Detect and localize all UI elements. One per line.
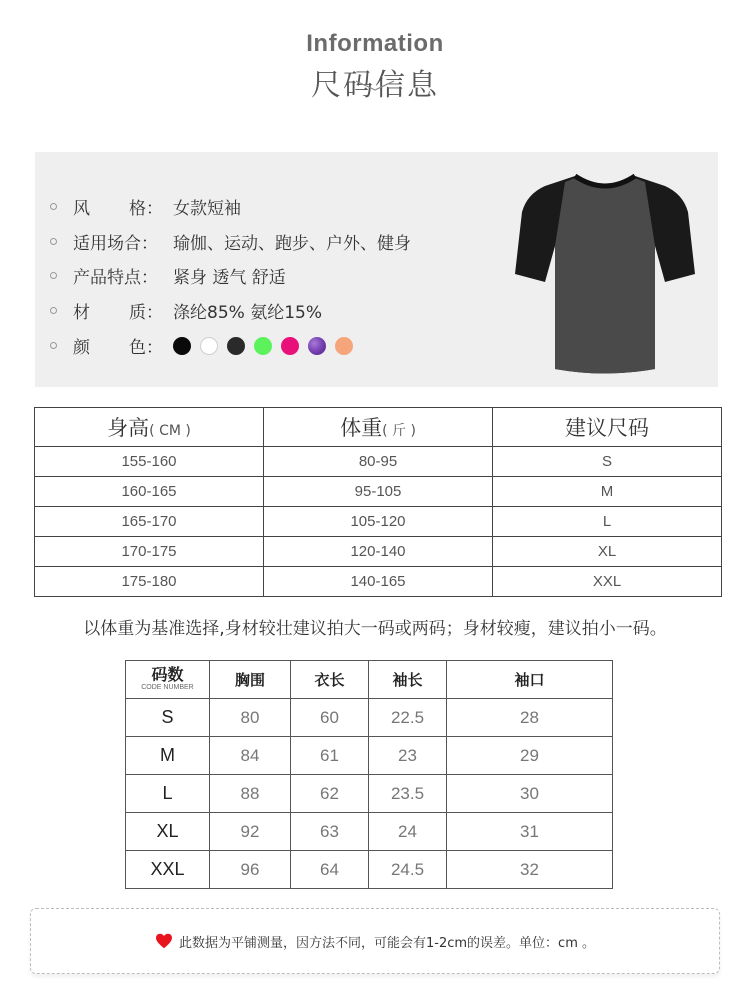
cell-sleeve: 24 <box>369 813 447 851</box>
column-header-length: 衣长 <box>291 661 369 699</box>
cell-weight: 140-165 <box>264 567 493 597</box>
cell-weight: 120-140 <box>264 537 493 567</box>
shirt-image <box>505 164 705 379</box>
table-header-row <box>126 661 613 699</box>
cell-weight: 105-120 <box>264 507 493 537</box>
cell-cuff: 29 <box>447 737 613 775</box>
cell-sleeve: 22.5 <box>369 699 447 737</box>
cell-chest: 84 <box>210 737 291 775</box>
cell-size: L <box>126 775 210 813</box>
cell-size: L <box>493 507 722 537</box>
cell-cuff: 28 <box>447 699 613 737</box>
color-swatch <box>281 337 299 355</box>
info-value: 涤纶85% 氨纶15% <box>173 303 322 323</box>
color-swatch <box>173 337 191 355</box>
cell-height: 155-160 <box>35 447 264 477</box>
cell-chest: 88 <box>210 775 291 813</box>
title-en: Information <box>306 30 444 57</box>
info-label: 产品特点： <box>73 268 158 288</box>
info-label: 颜 色： <box>73 338 163 358</box>
cell-weight: 95-105 <box>264 477 493 507</box>
bullet-icon <box>50 307 57 314</box>
cell-sleeve: 23 <box>369 737 447 775</box>
cell-height: 160-165 <box>35 477 264 507</box>
table-row <box>126 699 613 737</box>
cell-size: M <box>126 737 210 775</box>
table-header-row <box>35 408 722 447</box>
cell-height: 165-170 <box>35 507 264 537</box>
column-header-size: 建议尺码 <box>493 408 722 447</box>
info-value: 瑜伽、运动、跑步、户外、健身 <box>173 234 411 254</box>
info-row-style <box>50 194 241 219</box>
cell-size: S <box>126 699 210 737</box>
table-row <box>35 477 722 507</box>
cell-cuff: 30 <box>447 775 613 813</box>
color-swatches <box>173 337 362 355</box>
bullet-icon <box>50 203 57 210</box>
cell-sleeve: 23.5 <box>369 775 447 813</box>
cell-size: XL <box>126 813 210 851</box>
cell-height: 175-180 <box>35 567 264 597</box>
info-label: 适用场合： <box>73 234 158 254</box>
table-row <box>126 775 613 813</box>
cell-size: XXL <box>126 851 210 889</box>
table-row <box>35 537 722 567</box>
column-header-sleeve: 袖长 <box>369 661 447 699</box>
cell-sleeve: 24.5 <box>369 851 447 889</box>
size-selection-note: 以体重为基准选择,身材较壮建议拍大一码或两码；身材较瘦，建议拍小一码。 <box>83 619 667 639</box>
cell-chest: 92 <box>210 813 291 851</box>
color-swatch <box>254 337 272 355</box>
bullet-icon <box>50 238 57 245</box>
table-row <box>126 737 613 775</box>
info-row-material <box>50 298 322 323</box>
cell-length: 60 <box>291 699 369 737</box>
column-header-weight: 体重( 斤 ) <box>264 408 493 447</box>
column-header-cuff: 袖口 <box>447 661 613 699</box>
table-row <box>126 851 613 889</box>
cell-height: 170-175 <box>35 537 264 567</box>
column-header-height: 身高( CM ) <box>35 408 264 447</box>
table-row <box>35 507 722 537</box>
info-label: 风 格： <box>73 199 163 219</box>
table-row <box>126 813 613 851</box>
color-swatch <box>308 337 326 355</box>
info-row-occasion <box>50 229 411 254</box>
color-swatch <box>200 337 218 355</box>
cell-cuff: 31 <box>447 813 613 851</box>
page-header <box>0 30 750 104</box>
column-header-chest: 胸围 <box>210 661 291 699</box>
info-row-color <box>50 333 362 358</box>
cell-chest: 80 <box>210 699 291 737</box>
cell-length: 61 <box>291 737 369 775</box>
color-swatch <box>335 337 353 355</box>
info-value: 女款短袖 <box>173 199 241 219</box>
chevron-down-icon <box>355 80 395 92</box>
cell-size: S <box>493 447 722 477</box>
info-row-features <box>50 263 286 288</box>
cell-chest: 96 <box>210 851 291 889</box>
cell-length: 62 <box>291 775 369 813</box>
cell-size: M <box>493 477 722 507</box>
column-header-code: 码数 CODE NUMBER <box>126 661 210 699</box>
info-value: 紧身 透气 舒适 <box>173 268 286 288</box>
disclaimer-text: 此数据为平铺测量，因方法不同，可能会有1-2cm的误差。单位：cm 。 <box>179 935 595 951</box>
cell-weight: 80-95 <box>264 447 493 477</box>
product-info-panel <box>35 152 718 387</box>
color-swatch <box>227 337 245 355</box>
size-recommendation-table <box>34 407 722 597</box>
measurement-table <box>125 660 613 889</box>
cell-length: 64 <box>291 851 369 889</box>
cell-cuff: 32 <box>447 851 613 889</box>
heart-icon <box>155 933 173 949</box>
cell-size: XXL <box>493 567 722 597</box>
table-row <box>35 447 722 477</box>
measurement-disclaimer <box>30 908 720 974</box>
bullet-icon <box>50 272 57 279</box>
title-cn: 尺码信息 <box>311 68 439 103</box>
cell-length: 63 <box>291 813 369 851</box>
bullet-icon <box>50 342 57 349</box>
table-row <box>35 567 722 597</box>
cell-size: XL <box>493 537 722 567</box>
info-label: 材 质： <box>73 303 163 323</box>
